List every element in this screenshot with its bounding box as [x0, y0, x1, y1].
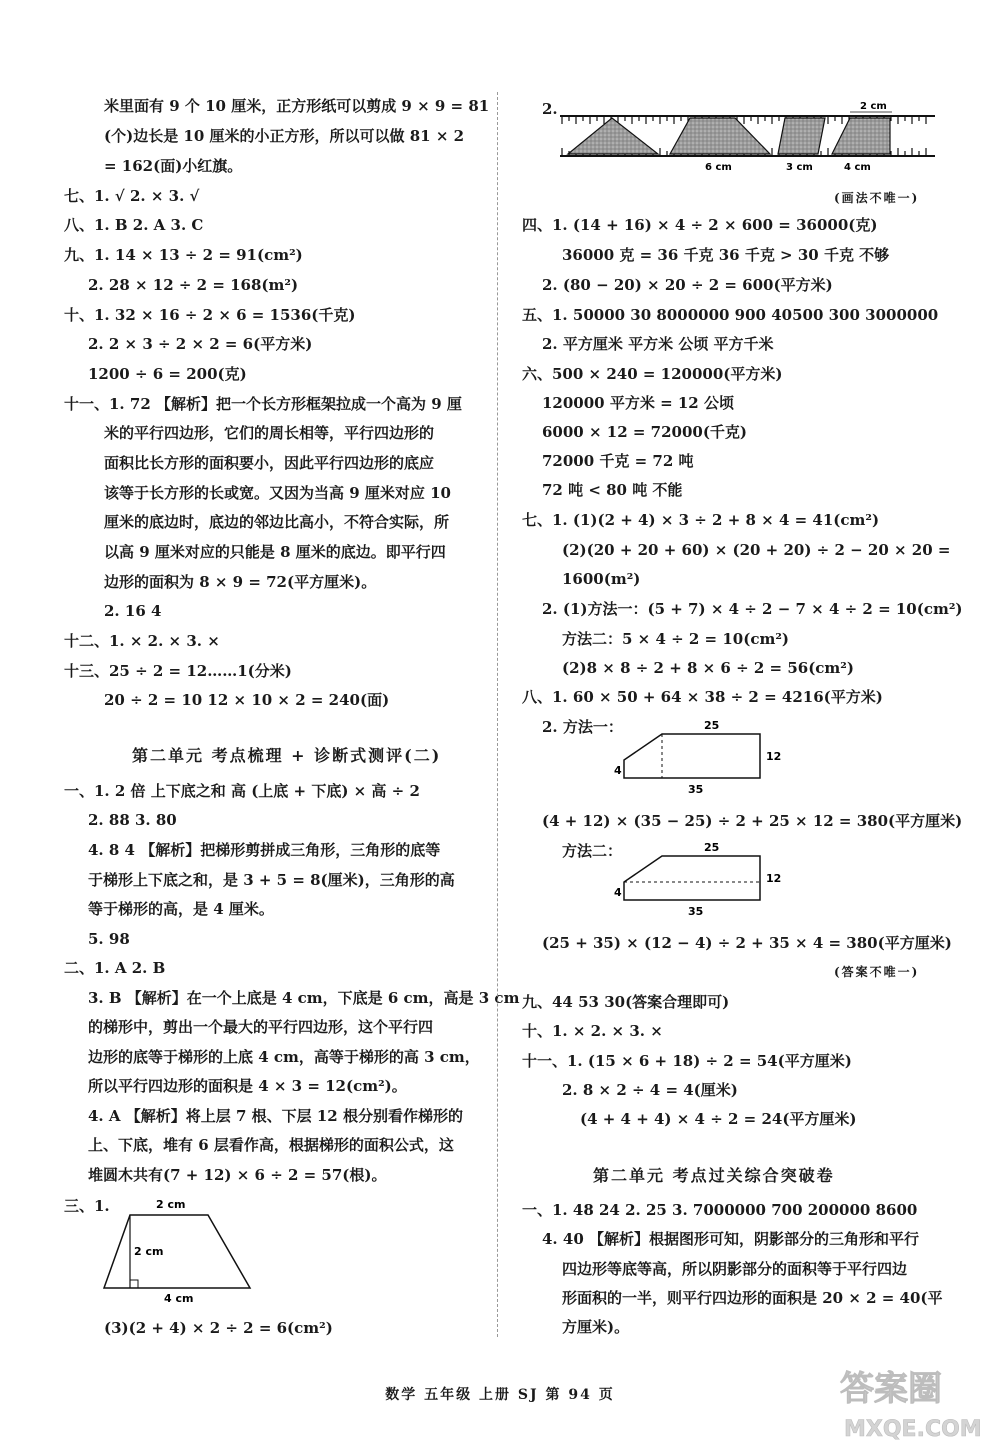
method1-top-label: 25: [704, 719, 720, 732]
right-line: 2. (1)方法一：(5 + 7) × 4 ÷ 2 − 7 × 4 ÷ 2 = 10(cm²): [542, 600, 963, 618]
ruler-label-top: 2 cm: [860, 101, 887, 112]
left-line: 2. 88 3. 80: [88, 811, 177, 829]
left-line: 3. B 【解析】在一个上底是 4 cm，下底是 6 cm，高是 3 cm: [88, 989, 520, 1007]
method1-right-label: 12: [766, 750, 782, 763]
method2-bottom-label: 35: [688, 905, 704, 918]
right-line: 1600(m²): [562, 570, 641, 588]
column-divider: [497, 92, 498, 1337]
left-line: 八、1. B 2. A 3. C: [64, 216, 204, 234]
left-section-title: 第二单元 考点梳理 + 诊断式测评(二): [132, 746, 442, 765]
right-line: 一、1. 48 24 2. 25 3. 7000000 700 200000 8600: [522, 1201, 918, 1219]
right-line: 方法二：: [562, 842, 623, 860]
right-line: 120000 平方米 = 12 公顷: [542, 394, 734, 412]
left-line: 三、1.: [64, 1197, 110, 1215]
left-line: 十三、25 ÷ 2 = 12……1(分米): [64, 662, 292, 680]
right-line: 6000 × 12 = 72000(千克): [542, 423, 748, 441]
left-line: 5. 98: [88, 930, 130, 948]
right-line: 2. 8 × 2 ÷ 4 = 4(厘米): [562, 1081, 738, 1099]
left-line: 二、1. A 2. B: [64, 959, 166, 977]
left-line: 九、1. 14 × 13 ÷ 2 = 91(cm²): [64, 246, 303, 264]
left-line: 1200 ÷ 6 = 200(克): [88, 365, 247, 383]
page-footer: 数学 五年级 上册 SJ 第 94 页: [385, 1387, 615, 1403]
left-line: 2. 2 × 3 ÷ 2 × 2 = 6(平方米): [88, 335, 313, 353]
svg-text:MXQE.COM: MXQE.COM: [844, 1417, 982, 1442]
watermark-logo: [830, 1358, 990, 1448]
left-line: 边形的底等于梯形的上底 4 cm，高等于梯形的高 3 cm，: [88, 1048, 480, 1066]
left-line: 等于梯形的高，是 4 厘米。: [88, 900, 274, 918]
left-line: 的梯形中，剪出一个最大的平行四边形，这个平行四: [88, 1018, 434, 1036]
ruler-label-3: 4 cm: [844, 162, 871, 173]
right-line: 2.: [542, 100, 558, 118]
left-line: (个)边长是 10 厘米的小正方形，所以可以做 81 × 2: [104, 127, 465, 145]
right-line: 七、1. (1)(2 + 4) × 3 ÷ 2 + 8 × 4 = 41(cm²): [522, 511, 880, 529]
right-line: (2)8 × 8 ÷ 2 + 8 × 6 ÷ 2 = 56(cm²): [562, 659, 854, 677]
right-line: 2. (80 − 20) × 20 ÷ 2 = 600(平方米): [542, 276, 833, 294]
right-line: 四、1. (14 + 16) × 4 ÷ 2 × 600 = 36000(克): [522, 216, 878, 234]
method2-figure: [612, 838, 792, 920]
left-line: 所以平行四边形的面积是 4 × 3 = 12(cm²)。: [88, 1077, 407, 1095]
left-line: = 162(面)小红旗。: [104, 157, 243, 175]
left-line: 一、1. 2 倍 上下底之和 高 (上底 + 下底) × 高 ÷ 2: [64, 782, 420, 800]
ruler-figure: [560, 98, 940, 178]
left-line: 米的平行四边形，它们的周长相等，平行四边形的: [104, 424, 435, 442]
left-line: 边形的面积为 8 × 9 = 72(平方厘米)。: [104, 573, 377, 591]
right-line: 九、44 53 30(答案合理即可): [522, 993, 730, 1011]
trapezoid-top-label: 2 cm: [156, 1198, 186, 1211]
left-line: 面积比长方形的面积要小，因此平行四边形的底应: [104, 454, 435, 472]
shaded-trapezoid-1: [670, 118, 770, 154]
trapezoid-bottom-label: 4 cm: [164, 1292, 194, 1305]
left-line: 七、1. √ 2. × 3. √: [64, 187, 200, 205]
right-line: 十、1. × 2. × 3. ×: [522, 1022, 663, 1040]
left-line: 十二、1. × 2. × 3. ×: [64, 632, 220, 650]
method1-bottom-label: 35: [688, 783, 704, 796]
left-line: 于梯形上下底之和，是 3 + 5 = 8(厘米)，三角形的高: [88, 871, 455, 889]
svg-text:答案圈: 答案圈: [840, 1369, 942, 1409]
right-line: 六、500 × 240 = 120000(平方米): [522, 365, 783, 383]
right-line: 五、1. 50000 30 8000000 900 40500 300 3000000: [522, 306, 939, 324]
shaded-parallelogram: [778, 118, 825, 154]
left-line: (3)(2 + 4) × 2 ÷ 2 = 6(cm²): [104, 1319, 333, 1337]
left-line: 以高 9 厘米对应的只能是 8 厘米的底边。即平行四: [104, 543, 446, 561]
left-line: 该等于长方形的长或宽。又因为当高 9 厘米对应 10: [104, 484, 451, 502]
left-line: 十一、1. 72 【解析】把一个长方形框架拉成一个高为 9 厘: [64, 395, 462, 413]
right-line: (4 + 4 + 4) × 4 ÷ 2 = 24(平方厘米): [580, 1110, 857, 1128]
method2-left-label: 4: [614, 886, 622, 899]
left-line: 20 ÷ 2 = 10 12 × 10 × 2 = 240(面): [104, 691, 390, 709]
left-line: 上、下底，堆有 6 层看作高，根据梯形的面积公式，这: [88, 1136, 454, 1154]
left-line: 堆圆木共有(7 + 12) × 6 ÷ 2 = 57(根)。: [88, 1166, 387, 1184]
right-line: 72000 千克 = 72 吨: [542, 452, 694, 470]
left-line: 米里面有 9 个 10 厘米，正方形纸可以剪成 9 × 9 = 81: [104, 97, 490, 115]
right-line: 方厘米)。: [562, 1318, 630, 1336]
right-line: 形面积的一半，则平行四边形的面积是 20 × 2 = 40(平: [562, 1289, 943, 1307]
right-line: 十一、1. (15 × 6 + 18) ÷ 2 = 54(平方厘米): [522, 1052, 852, 1070]
right-line: (4 + 12) × (35 − 25) ÷ 2 + 25 × 12 = 380(平方厘米): [542, 812, 963, 830]
trapezoid-figure: [98, 1195, 268, 1307]
method2-top-label: 25: [704, 841, 720, 854]
ruler-label-1: 6 cm: [705, 162, 732, 173]
right-section-title: 第二单元 考点过关综合突破卷: [593, 1166, 835, 1185]
right_notes-line: (答案不唯一): [834, 965, 920, 979]
right-line: 72 吨 < 80 吨 不能: [542, 481, 683, 499]
right-line: 四边形等底等高，所以阴影部分的面积等于平行四边: [562, 1260, 908, 1278]
right-line: (25 + 35) × (12 − 4) ÷ 2 + 35 × 4 = 380(平方厘米): [542, 934, 952, 952]
left-line: 2. 16 4: [104, 602, 162, 620]
right-line: (2)(20 + 20 + 60) × (20 + 20) ÷ 2 − 20 × 20 =: [562, 541, 951, 559]
left-line: 4. A 【解析】将上层 7 根、下层 12 根分别看作梯形的: [88, 1107, 463, 1125]
left-line: 十、1. 32 × 16 ÷ 2 × 6 = 1536(千克): [64, 306, 356, 324]
method1-figure: [612, 716, 792, 798]
method1-left-label: 4: [614, 764, 622, 777]
right-line: 2. 方法一：: [542, 718, 623, 736]
left-line: 厘米的底边时，底边的邻边比高小，不符合实际，所: [104, 513, 450, 531]
right_notes-line: (画法不唯一): [834, 191, 920, 205]
left-line: 4. 8 4 【解析】把梯形剪拼成三角形，三角形的底等: [88, 841, 441, 859]
right-line: 八、1. 60 × 50 + 64 × 38 ÷ 2 = 4216(平方米): [522, 688, 883, 706]
shaded-triangle: [568, 118, 658, 154]
method2-right-label: 12: [766, 872, 782, 885]
shaded-trapezoid-2: [832, 118, 890, 154]
left-line: 2. 28 × 12 ÷ 2 = 168(m²): [88, 276, 299, 294]
right-line: 36000 克 = 36 千克 36 千克 > 30 千克 不够: [562, 246, 890, 264]
right-line: 2. 平方厘米 平方米 公顷 平方千米: [542, 335, 774, 353]
right-line: 4. 40 【解析】根据图形可知，阴影部分的三角形和平行: [542, 1230, 919, 1248]
right-line: 方法二：5 × 4 ÷ 2 = 10(cm²): [562, 630, 789, 648]
trapezoid-height-label: 2 cm: [134, 1245, 164, 1258]
ruler-label-2: 3 cm: [786, 162, 813, 173]
